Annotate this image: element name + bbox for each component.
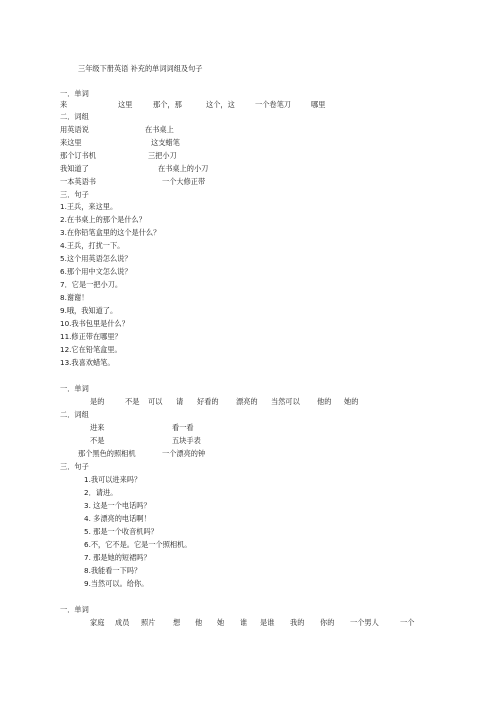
phrase: 看一看 [172,423,194,432]
p3-word: 一个男人 [350,618,379,627]
p1-word: 这里 [118,100,133,109]
phrase: 这支蜡笔 [151,138,180,147]
sentence: 3. 这是一个电话吗？ [84,501,151,510]
sentence: 2．请进。 [84,488,118,497]
phrase: 不是 [90,436,105,445]
p2-word: 好看的 [197,397,219,406]
p2-sentences-heading: 三．句子 [60,462,89,471]
p3-word: 想 [173,618,181,627]
p3-word: 你的 [320,618,335,627]
p2-word: 她的 [344,397,359,406]
p1-sentences-heading: 三．句子 [60,190,89,199]
p3-word: 一个 [400,618,415,627]
sentence: 6.不，它不是。它是一个照相机。 [84,540,192,549]
phrase: 那个黑色的照相机 [78,449,136,458]
sentence: 13.我喜欢蜡笔。 [60,358,115,367]
p3-word: 谁 [240,618,248,627]
phrase: 五块手表 [172,436,201,445]
p3-word: 是谁 [260,618,275,627]
phrase: 一本英语书 [60,177,96,186]
sentence: 7. 那是她的短裙吗？ [84,553,151,562]
sentence: 9.哦，我知道了。 [60,306,118,315]
p3-word: 她 [217,618,225,627]
sentence: 8.我能看一下吗？ [84,566,142,575]
phrase: 用英语说 [60,125,89,134]
phrase: 我知道了 [60,164,89,173]
p1-words-heading: 一．单词 [60,89,89,98]
phrase: 来这里 [60,138,82,147]
p1-phrases-heading: 二．词组 [60,112,89,121]
p1-word: 来 [60,100,68,109]
p1-word: 哪里 [311,100,326,109]
p3-word: 成员 [115,618,130,627]
p2-word: 他的 [317,397,332,406]
phrase: 在书桌上 [145,125,174,134]
p1-word: 那个，那 [153,100,182,109]
sentence: 4. 多漂亮的电话啊！ [84,514,151,523]
sentence: 4.王兵，打扰一下。 [60,241,125,250]
sentence: 6.那个用中文怎么说？ [60,267,132,276]
p3-word: 他 [195,618,203,627]
p2-word: 漂亮的 [236,397,258,406]
p1-word: 这个，这 [206,100,235,109]
phrase: 进来 [90,423,105,432]
sentence: 5. 那是一个收音机吗？ [84,527,158,536]
phrase: 在书桌上的小刀 [158,164,209,173]
p2-word: 是的 [90,397,105,406]
sentence: 2.在书桌上的那个是什么？ [60,215,146,224]
p2-word: 不是 [125,397,140,406]
doc-title: 三年级下册英语 补充的单词词组及句子 [78,64,203,73]
p3-word: 家庭 [90,618,105,627]
sentence: 5.这个用英语怎么说？ [60,254,132,263]
p2-word: 当然可以 [271,397,300,406]
sentence: 1.我可以进来吗？ [84,475,142,484]
sentence: 10.我书包里是什么？ [60,319,129,328]
sentence: 12.它在铅笔盒里。 [60,345,122,354]
p2-word: 请 [176,397,184,406]
p1-word: 一个卷笔刀 [255,100,291,109]
phrase: 一个漂亮的钟 [162,449,206,458]
p2-word: 可以 [148,397,163,406]
phrase: 那个订书机 [60,151,96,160]
phrase: 一个大修正带 [162,177,206,186]
sentence: 3.在你铅笔盒里的这个是什么？ [60,228,161,237]
sentence: 11.修正带在哪里？ [60,332,122,341]
phrase: 三把小刀 [148,151,177,160]
p3-word: 照片 [141,618,156,627]
sentence: 8.谢谢！ [60,293,89,302]
p3-words-heading: 一．单词 [60,605,89,614]
sentence: 7．它是一把小刀。 [60,280,123,289]
p2-words-heading: 一．单词 [60,384,89,393]
p3-word: 我的 [290,618,305,627]
p2-phrases-heading: 二．词组 [60,410,89,419]
sentence: 1.王兵，来这里。 [60,202,118,211]
sentence: 9.当然可以。给你。 [84,579,149,588]
